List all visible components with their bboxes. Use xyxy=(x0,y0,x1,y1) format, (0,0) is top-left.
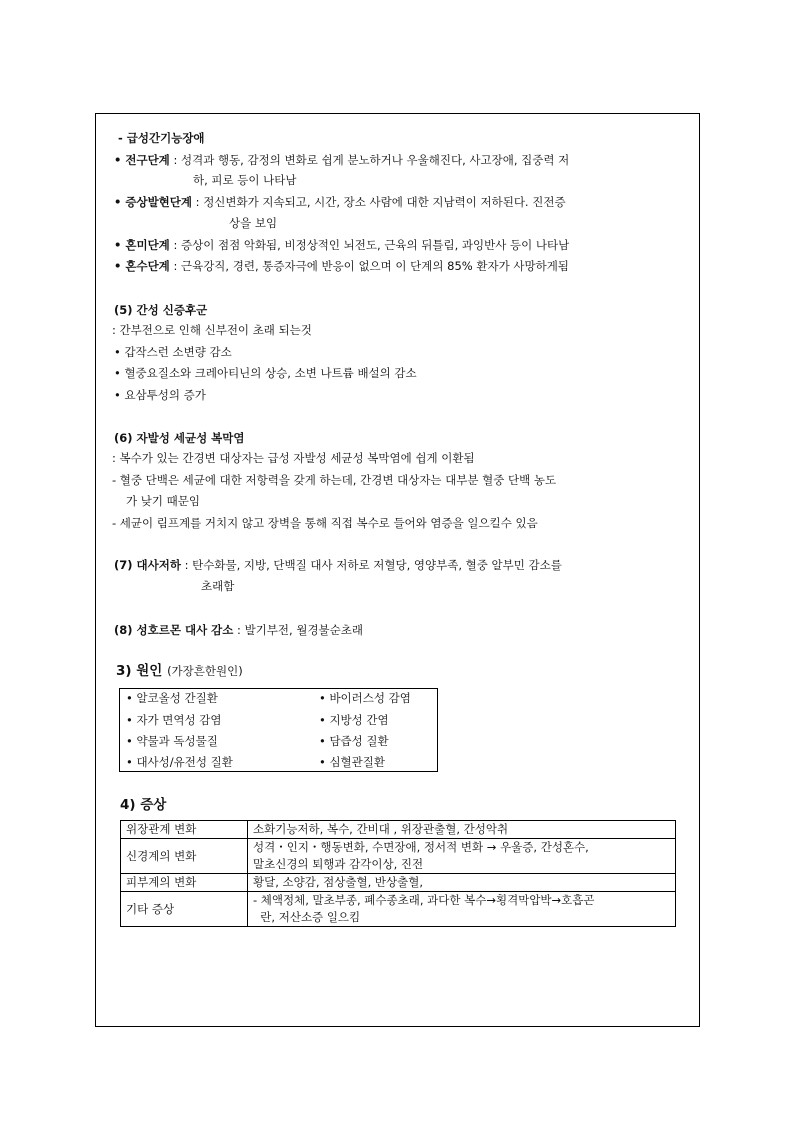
sec7 xyxy=(114,557,562,573)
stage-stupor xyxy=(114,237,569,253)
cause-item: • 대사성/유전성 질환 xyxy=(126,755,233,769)
table-row xyxy=(121,874,676,892)
stage-text: : 증상이 점점 악화됨, 비정상적인 뇌전도, 근육의 뒤틀림, 과잉반사 등이 나타남 xyxy=(169,238,570,252)
acute-heading: - 급성간기능장애 xyxy=(118,131,205,145)
symptom-detail: - 체액정체, 말초부종, 폐수종초래, 과다한 복수→횡격막압박→호흡곤 란, 저산소증 일으킴 xyxy=(248,892,676,927)
sec8-text: : 발기부전, 월경불순초래 xyxy=(233,623,363,637)
sec6-bullet: - 혈중 단백은 세균에 대한 저항력을 갖게 하는데, 간경변 대상자는 대부분 혈중 단백 농도 xyxy=(112,473,557,487)
sec6-title: (6) 자발성 세균성 복막염 xyxy=(114,431,245,445)
symptom-category: 신경계의 변화 xyxy=(121,839,248,874)
sec6-bullet: - 세균이 림프계를 거치지 않고 장벽을 통해 직접 복수로 들어와 염증을 일으킬수 있음 xyxy=(112,516,538,530)
stage-prodromal xyxy=(114,152,569,168)
stage-label: • 혼수단계 xyxy=(114,259,170,273)
symptom-detail: 성격・인지・행동변화, 수면장애, 정서적 변화 → 우울증, 간성혼수, 말초신경의 퇴행과 감각이상, 진전 xyxy=(248,839,676,874)
cause-item: • 자가 면역성 감염 xyxy=(126,713,222,727)
sec5-title: (5) 간성 신증후군 xyxy=(114,303,208,317)
table-row xyxy=(121,839,676,874)
cause-item: • 심혈관질환 xyxy=(319,755,385,769)
sec6-desc: : 복수가 있는 간경변 대상자는 급성 자발성 세균성 복막염에 쉽게 이환됨 xyxy=(112,451,475,465)
causes-heading xyxy=(116,663,243,679)
symptoms-table xyxy=(120,820,676,927)
sec7-text-cont: 초래함 xyxy=(201,579,235,593)
table-row xyxy=(121,892,676,927)
symptoms-heading: 4) 증상 xyxy=(120,797,167,813)
cause-item: • 지방성 간염 xyxy=(319,713,389,727)
stage-text: : 근육강직, 경련, 통증자극에 반응이 없으며 이 단계의 85% 환자가 사망하게됨 xyxy=(169,259,569,273)
symptom-category: 위장관계 변화 xyxy=(121,821,248,839)
cause-item: • 담즙성 질환 xyxy=(319,734,389,748)
sec8 xyxy=(114,622,363,638)
symptom-category: 피부계의 변화 xyxy=(121,874,248,892)
causes-title: 3) 원인 xyxy=(116,663,163,679)
stage-coma xyxy=(114,258,569,274)
sec6-bullet-cont: 가 낮기 때문임 xyxy=(126,494,200,508)
symptom-detail: 소화기능저하, 복수, 간비대 , 위장관출혈, 간성악취 xyxy=(248,821,676,839)
sec5-desc: : 간부전으로 인해 신부전이 초래 되는것 xyxy=(112,323,312,337)
sec5-item: • 갑작스런 소변량 감소 xyxy=(114,345,232,359)
table-row xyxy=(121,821,676,839)
cause-item: • 약물과 독성물질 xyxy=(126,734,218,748)
stage-symptomatic xyxy=(114,194,566,210)
stage-label: • 혼미단계 xyxy=(114,238,170,252)
cause-item: • 알코올성 간질환 xyxy=(126,691,218,705)
stage-text: : 정신변화가 지속되고, 시간, 장소 사람에 대한 지남력이 저하된다. 진전증 xyxy=(192,195,566,209)
sec5-item: • 혈중요질소와 크레아티닌의 상승, 소변 나트륨 배설의 감소 xyxy=(114,366,417,380)
stage-text: : 성격과 행동, 감정의 변화로 쉽게 분노하거나 우울해진다, 사고장애, 집중력 저 xyxy=(169,153,570,167)
stage-text-cont: 상을 보임 xyxy=(229,216,278,230)
stage-label: • 증상발현단계 xyxy=(114,195,193,209)
cause-item: • 바이러스성 감염 xyxy=(319,691,411,705)
stage-text-cont: 하, 피로 등이 나타남 xyxy=(193,173,297,187)
sec7-text: : 탄수화물, 지방, 단백질 대사 저하로 저혈당, 영양부족, 혈중 알부민 감소를 xyxy=(180,558,562,572)
causes-note: (가장흔한원인) xyxy=(167,664,243,678)
causes-box xyxy=(119,688,438,772)
sec5-item: • 요삼투성의 증가 xyxy=(114,388,206,402)
sec7-label: (7) 대사저하 xyxy=(114,558,181,572)
sec8-label: (8) 성호르몬 대사 감소 xyxy=(114,623,234,637)
stage-label: • 전구단계 xyxy=(114,153,170,167)
symptom-category: 기타 증상 xyxy=(121,892,248,927)
symptom-detail: 황달, 소양감, 점상출혈, 반상출혈, xyxy=(248,874,676,892)
